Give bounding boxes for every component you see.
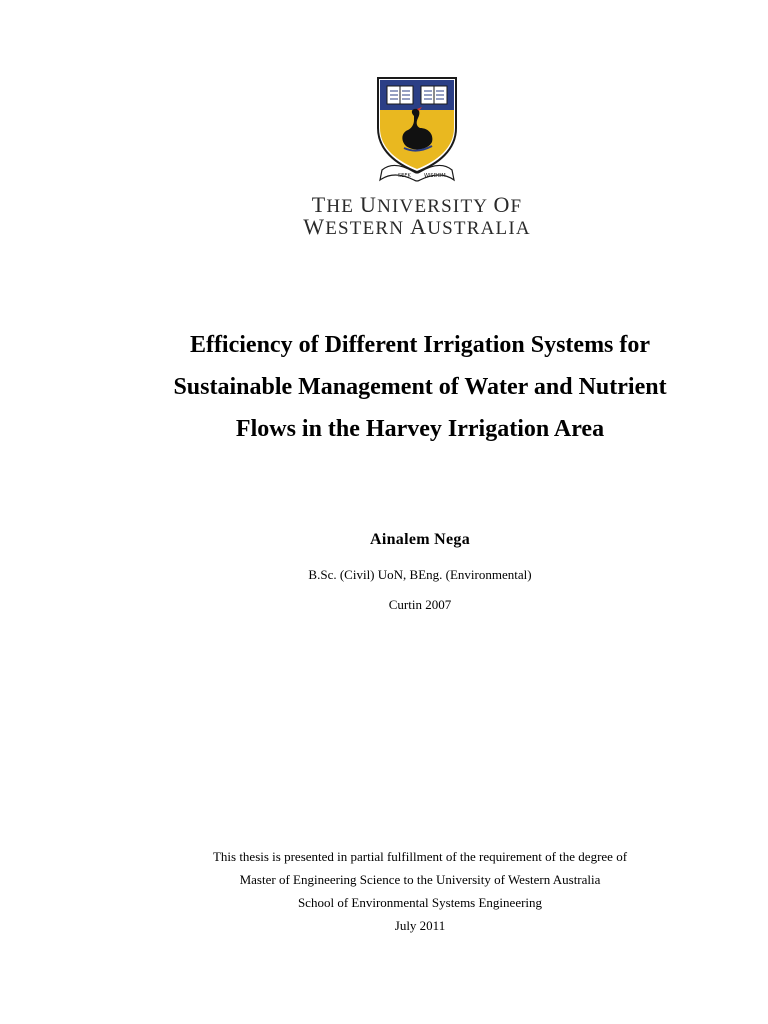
degree-statement-line2: Master of Engineering Science to the University of Western Australia [239,872,601,887]
university-name-line1-text: THE UNIVERSITY OF [311,192,523,217]
author-name: Ainalem Nega [369,531,471,548]
submission-date: July 2011 [394,918,446,933]
author-degree: B.Sc. (Civil) UoN, BEng. (Environmental) [308,567,532,582]
author-institution-year: Curtin 2007 [388,597,452,612]
university-name-line2-text: WESTERN AUSTRALIA [303,214,531,239]
university-name-line1 [0,194,768,218]
degree-statement [60,845,768,937]
thesis-title-line2: Sustainable Management of Water and Nutrient [173,374,667,400]
thesis-title-line1: Efficiency of Different Irrigation Systems for [189,332,651,358]
degree-statement-line1: This thesis is presented in partial fulfillment of the requirement of the degree of [212,849,628,864]
motto-left-text: SEEK [398,173,411,179]
thesis-title-line3: Flows in the Harvey Irrigation Area [235,416,605,442]
degree-statement-line3: School of Environmental Systems Engineering [297,895,543,910]
motto-right-text: WISDOM [424,173,446,179]
university-name-line2 [0,216,768,240]
thesis-title [60,324,768,450]
university-crest-logo [374,76,460,186]
